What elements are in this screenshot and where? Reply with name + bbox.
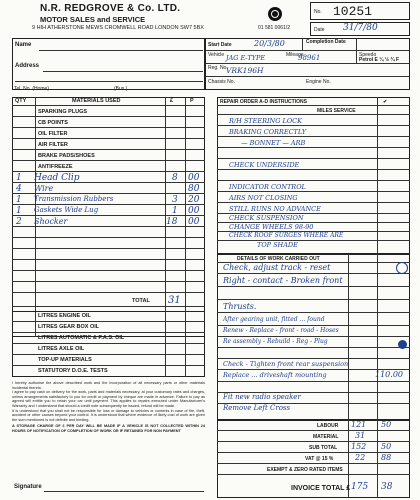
- repair-line: CHECK ROOF SURGES WHERE ARE: [229, 232, 344, 239]
- work-line: Thrusts.: [223, 302, 257, 311]
- repair-order-header: REPAIR ORDER A-D INSTRUCTIONS: [220, 99, 307, 105]
- number-label: No.: [314, 9, 322, 15]
- vehicle-value: JAG E-TYPE: [226, 54, 266, 62]
- date-box: [310, 22, 410, 36]
- details-header-row: [217, 254, 410, 263]
- repair-line: — BONNET — ARB: [241, 139, 306, 147]
- repair-line: STILL RUNS NO ADVANCE: [229, 205, 321, 213]
- labour-row: LABOUR 121 50: [217, 420, 410, 431]
- terms-paragraph: I hereby authorise the above described work and the incorporation of all necessary parts or other materials incidental thereto.: [12, 381, 205, 390]
- exempt-row: EXEMPT & ZERO RATED ITEMS: [217, 464, 410, 475]
- repair-line: INDICATOR CONTROL: [229, 183, 306, 191]
- address-label: Address: [15, 63, 40, 69]
- material-row: CB POINTS: [12, 119, 205, 128]
- repair-line: TOP SHADE: [257, 241, 298, 249]
- work-line: After gearing unit, fitted ... found: [223, 316, 325, 323]
- material-row: ANTIFREEZE: [12, 163, 205, 172]
- engine-label: Engine No.: [306, 79, 331, 85]
- material-row: SPARKING PLUGS: [12, 108, 205, 117]
- qty-header: QTY: [15, 98, 27, 104]
- materials-total-label: TOTAL: [132, 298, 150, 304]
- oil-automatic: LITRES AUTOMATIC & P.A.S. OIL: [38, 335, 125, 341]
- name-label: Name: [15, 42, 32, 48]
- repair-line: CHANGE WHEELS 98-90: [229, 223, 314, 231]
- oil-engine: LITRES ENGINE OIL: [38, 313, 91, 319]
- subtotal-row: SUB TOTAL 152 50: [217, 442, 410, 453]
- reg-label: Reg. No.: [208, 65, 228, 71]
- work-line: Check - Tighten front rear suspension: [223, 360, 349, 368]
- material-row: 1 Head Clip 8 00: [12, 174, 205, 183]
- invoice-total-row: INVOICE TOTAL £ 175 38: [291, 482, 393, 492]
- company-name: N.R. REDGROVE & Co. LTD.: [40, 3, 181, 14]
- completion-label: Completion Date: [306, 39, 346, 45]
- materials-header-row: [12, 97, 205, 106]
- repair-line: AIRS NOT CLOSING: [229, 194, 298, 202]
- material-row: AIR FILTER: [12, 141, 205, 150]
- materials-total-row: [12, 296, 205, 307]
- vehicle-label: Vehicle: [208, 52, 225, 58]
- repair-header-row: [217, 97, 410, 106]
- petrol-gauge: Petrol E ¼ ½ ¾ F: [359, 57, 400, 63]
- work-line: Right - contact - Broken front: [223, 276, 343, 285]
- tel-home-label: Tel. No. (Home): [14, 86, 50, 92]
- pence-header: P: [190, 98, 194, 104]
- repair-line: R/H STEERING LOCK: [229, 117, 302, 125]
- oil-gearbox: LITRES GEAR BOX OIL: [38, 324, 100, 330]
- material-row: 2 Shocker 18 00: [12, 218, 205, 227]
- vehicle-box: [205, 38, 410, 90]
- start-date-label: Start Date: [208, 42, 232, 48]
- terms-paragraph: It is understood that you shall not be responsible for loss or damage to vehicles or contents in case of fire, theft, accident or other causes beyond your control. It is understood that where evidence of likely cost of work are given the sum mentioned is not definite and binding.: [12, 408, 205, 422]
- date-label: Date: [314, 27, 325, 33]
- mileage-value: 98961: [298, 54, 321, 62]
- repair-line: CHECK SUSPENSION: [229, 214, 304, 222]
- tel-bus-label: (Bus.): [114, 86, 128, 92]
- work-line: Remove Left Cross: [223, 404, 291, 412]
- labour-line-amount: 110.00: [375, 370, 403, 379]
- margin-circle-mark: [396, 262, 408, 274]
- chassis-label: Chassis No.: [208, 79, 235, 85]
- invoice-number: 10251: [333, 4, 373, 19]
- check-header: ✔: [383, 99, 388, 105]
- work-line: Renew - Replace - front - road - Hoses: [223, 327, 339, 334]
- company-subtitle: MOTOR SALES and SERVICE: [40, 15, 146, 24]
- signature-label: Signature: [14, 484, 42, 490]
- terms-paragraph: I agree to pay cash on delivery for the work, parts and materials necessary, at your customary rates and charges, unless arrangements satisfactory to you for credit or payment by cheque are made in advance. Failure to pay as agreed will entitle you to retain your car until payment. This applies to repairs executed under Manufacturer's Warranty and I understand that should a credit note subsequently be issued, refund will be made.: [12, 390, 205, 408]
- company-phone: 01 581 0061/2: [258, 25, 290, 31]
- materials-total-value: 31: [168, 295, 181, 306]
- topup-materials: TOP-UP MATERIALS: [38, 357, 92, 363]
- company-address: 9 HIH ATHERSTONE MEWS CROMWELL ROAD LONDON SW7 5BX: [32, 25, 204, 31]
- doe-tests: STATUTORY D.O.E. TESTS: [38, 368, 108, 374]
- pound-header: £: [170, 98, 174, 104]
- repair-line: CHECK UNDERSIDE: [229, 161, 300, 169]
- ink-blot: [398, 340, 407, 349]
- work-line: Fit new radio speaker: [223, 393, 301, 401]
- materials-header: MATERIALS USED: [72, 98, 121, 104]
- start-date-value: 20/3/80: [254, 39, 285, 48]
- details-header: DETAILS OF WORK CARRIED OUT: [237, 256, 320, 262]
- reg-value: VRK196H: [226, 66, 264, 75]
- date-value: 31/7/80: [343, 23, 378, 33]
- material-row: 4 Wire 80: [12, 185, 205, 194]
- speedo-label: Speedo: [359, 52, 377, 58]
- material-row: OIL FILTER: [12, 130, 205, 139]
- work-line: Replace ... driveshaft mounting: [223, 371, 327, 379]
- invoice-number-box: [310, 2, 410, 20]
- material-row: BRAKE PADS/SHOES: [12, 152, 205, 161]
- terms-block: [12, 381, 205, 481]
- company-logo: [268, 7, 282, 21]
- work-line: Check, adjust track - reset: [223, 263, 331, 272]
- repair-line: BRAKING CORRECTLY: [229, 128, 307, 136]
- mileage-label: Mileage: [286, 52, 304, 58]
- tel-row: [14, 85, 206, 93]
- oil-axle: LITRES AXLE OIL: [38, 346, 85, 352]
- material-row: 1 Gaskets Wide Lug 1 00: [12, 207, 205, 216]
- work-line: Re assembly - Rebuild - Reg - Plug: [223, 338, 328, 345]
- customer-box: [12, 38, 205, 90]
- material-row-total: MATERIAL 31: [217, 431, 410, 442]
- vat-row: VAT @ 15 % 22 88: [217, 453, 410, 464]
- material-row: 1 Transmission Rubbers 3 20: [12, 196, 205, 205]
- miles-service-header: MILES SERVICE: [317, 108, 356, 114]
- storage-notice: A STORAGE CHARGE OF £ PER DAY WILL BE MADE IF A VEHICLE IS NOT COLLECTED WITHIN 24 HOURS OF NOTIFICATION OF COMPLETION OF WORK OR IF RETAINED FOR NON PAYMENT: [12, 424, 205, 433]
